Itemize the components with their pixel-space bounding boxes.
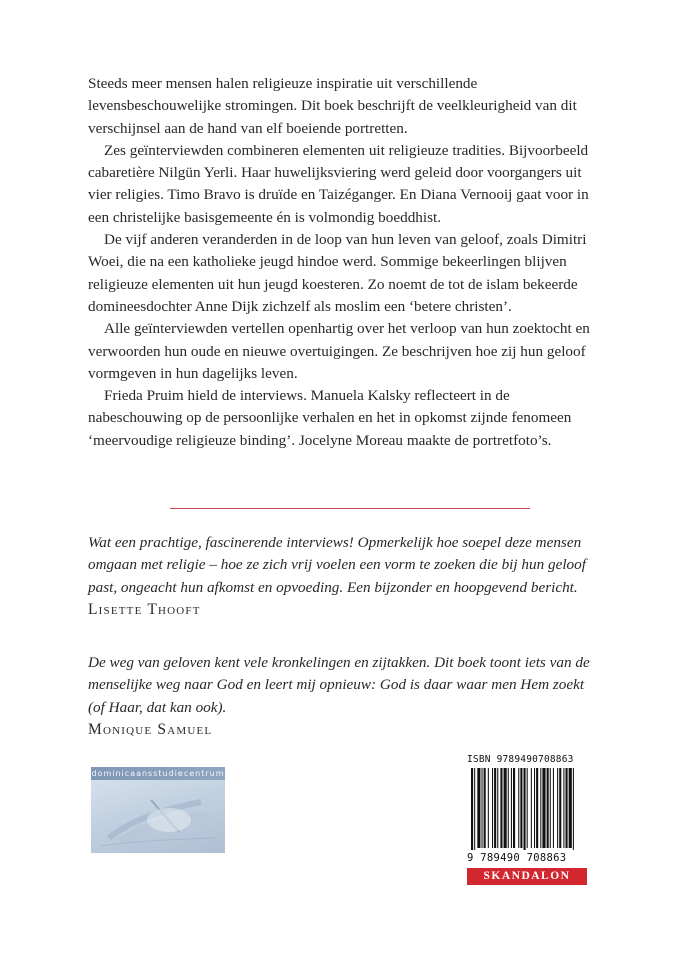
quote-text: Wat een prachtige, fascinerende interviews! Opmerkelijk hoe soepel deze mensen omgaan met religie – hoe ze zich vrij voelen een vorm te zoeken die bij hun geloof past, ongeacht hun afkomst en opvoeding. Een bijzonder en hoopgevend bericht. <box>88 534 586 596</box>
divider-rule <box>170 508 530 509</box>
blurb-paragraph: Frieda Pruim hield de interviews. Manuela Kalsky reflecteert in de nabeschouwing op de persoonlijke verhalen en het in opkomst zijnde fenomeen ‘meervoudige religieuze binding’. Jocelyne Moreau maakte de portretfoto’s. <box>88 387 572 449</box>
barcode-bar <box>524 768 526 850</box>
barcode-bar <box>569 768 572 848</box>
isbn-barcode <box>467 754 587 866</box>
blurb-paragraph: Steeds meer mensen halen religieuze inspiratie uit verschillende levensbeschouwelijke stromingen. Dit boek beschrijft de veelkleurigheid van dit verschijnsel aan de hand van elf boeiende portretten. <box>88 75 577 137</box>
quote-author: Lisette Thooft <box>88 600 201 618</box>
barcode-bar <box>557 768 558 848</box>
barcode-bar <box>482 768 483 848</box>
barcode-bar <box>484 768 486 848</box>
isbn-digits: 9 789490 708863 <box>467 852 567 864</box>
back-cover-blurb <box>88 73 598 452</box>
barcode-bar <box>559 768 561 848</box>
barcode-bar <box>527 768 528 848</box>
barcode-bar <box>547 768 549 848</box>
barcode-bar <box>494 768 496 848</box>
quote-text: De weg van geloven kent vele kronkelingen en zijtakken. Dit boek toont iets van de menselijke weg naar God en leert mij opnieuw: God is daar waar men Hem zoekt (of Haar, dat kan ook). <box>88 654 590 716</box>
barcode-bar <box>497 768 498 848</box>
quote-author: Monique Samuel <box>88 720 213 738</box>
endorsement-quote <box>88 652 603 741</box>
barcode-bar <box>513 768 515 848</box>
barcode-bar <box>531 768 532 848</box>
barcode-bar <box>573 768 574 850</box>
logo-wordmark: dominicaansstudiecentrum <box>91 769 225 778</box>
barcode-bar <box>488 768 489 848</box>
barcode-bar <box>518 768 519 848</box>
barcode-bar <box>534 768 535 848</box>
barcode-bar <box>536 768 538 848</box>
barcode-bar <box>471 768 473 850</box>
blurb-paragraph: Zes geïnterviewden combineren elementen uit religieuze tradities. Bijvoorbeeld cabaretière Nilgün Yerli. Haar huwelijksviering werd geleid door voorgangers uit vier religies. Timo Bravo is druïde en Taizéganger. En Diana Vernooij gaat voor in een christelijke basisgemeente én is volmondig boeddhist. <box>88 141 589 226</box>
barcode-bar <box>566 768 568 848</box>
writing-hand-icon <box>91 780 225 853</box>
barcode-bar <box>504 768 507 848</box>
barcode-bar <box>563 768 564 848</box>
barcode-bar <box>511 768 512 848</box>
barcode-bar <box>500 768 502 848</box>
isbn-label: ISBN 9789490708863 <box>467 754 574 765</box>
barcode-bar <box>520 768 522 848</box>
barcode-bar <box>553 768 554 848</box>
barcode-bar <box>477 768 480 848</box>
barcode-bar <box>508 768 509 848</box>
barcode-bar <box>542 768 545 848</box>
dominicaans-studiecentrum-logo <box>91 767 225 853</box>
blurb-paragraph: De vijf anderen veranderden in de loop van hun leven van geloof, zoals Dimitri Woei, die na een katholieke jeugd hindoe werd. Sommige bekeerlingen blijven religieuze elementen uit hun jeugd koesteren. Zo noemt de tot de islam bekeerde domineesdochter Anne Dijk zichzelf als moslim een ‘betere christen’. <box>88 231 587 315</box>
publisher-logo: SKANDALON <box>467 868 587 885</box>
barcode-bars <box>467 768 587 850</box>
barcode-bar <box>540 768 541 848</box>
blurb-paragraph: Alle geïnterviewden vertellen openhartig over het verloop van hun zoektocht en verwoorden hun oude en nieuwe overtuigingen. Ze beschrijven hoe zij hun geloof vormgeven in hun dagelijks leven. <box>88 320 590 382</box>
barcode-bar <box>550 768 551 848</box>
endorsement-quote <box>88 532 603 621</box>
barcode-bar <box>492 768 493 848</box>
barcode-bar <box>474 768 475 850</box>
